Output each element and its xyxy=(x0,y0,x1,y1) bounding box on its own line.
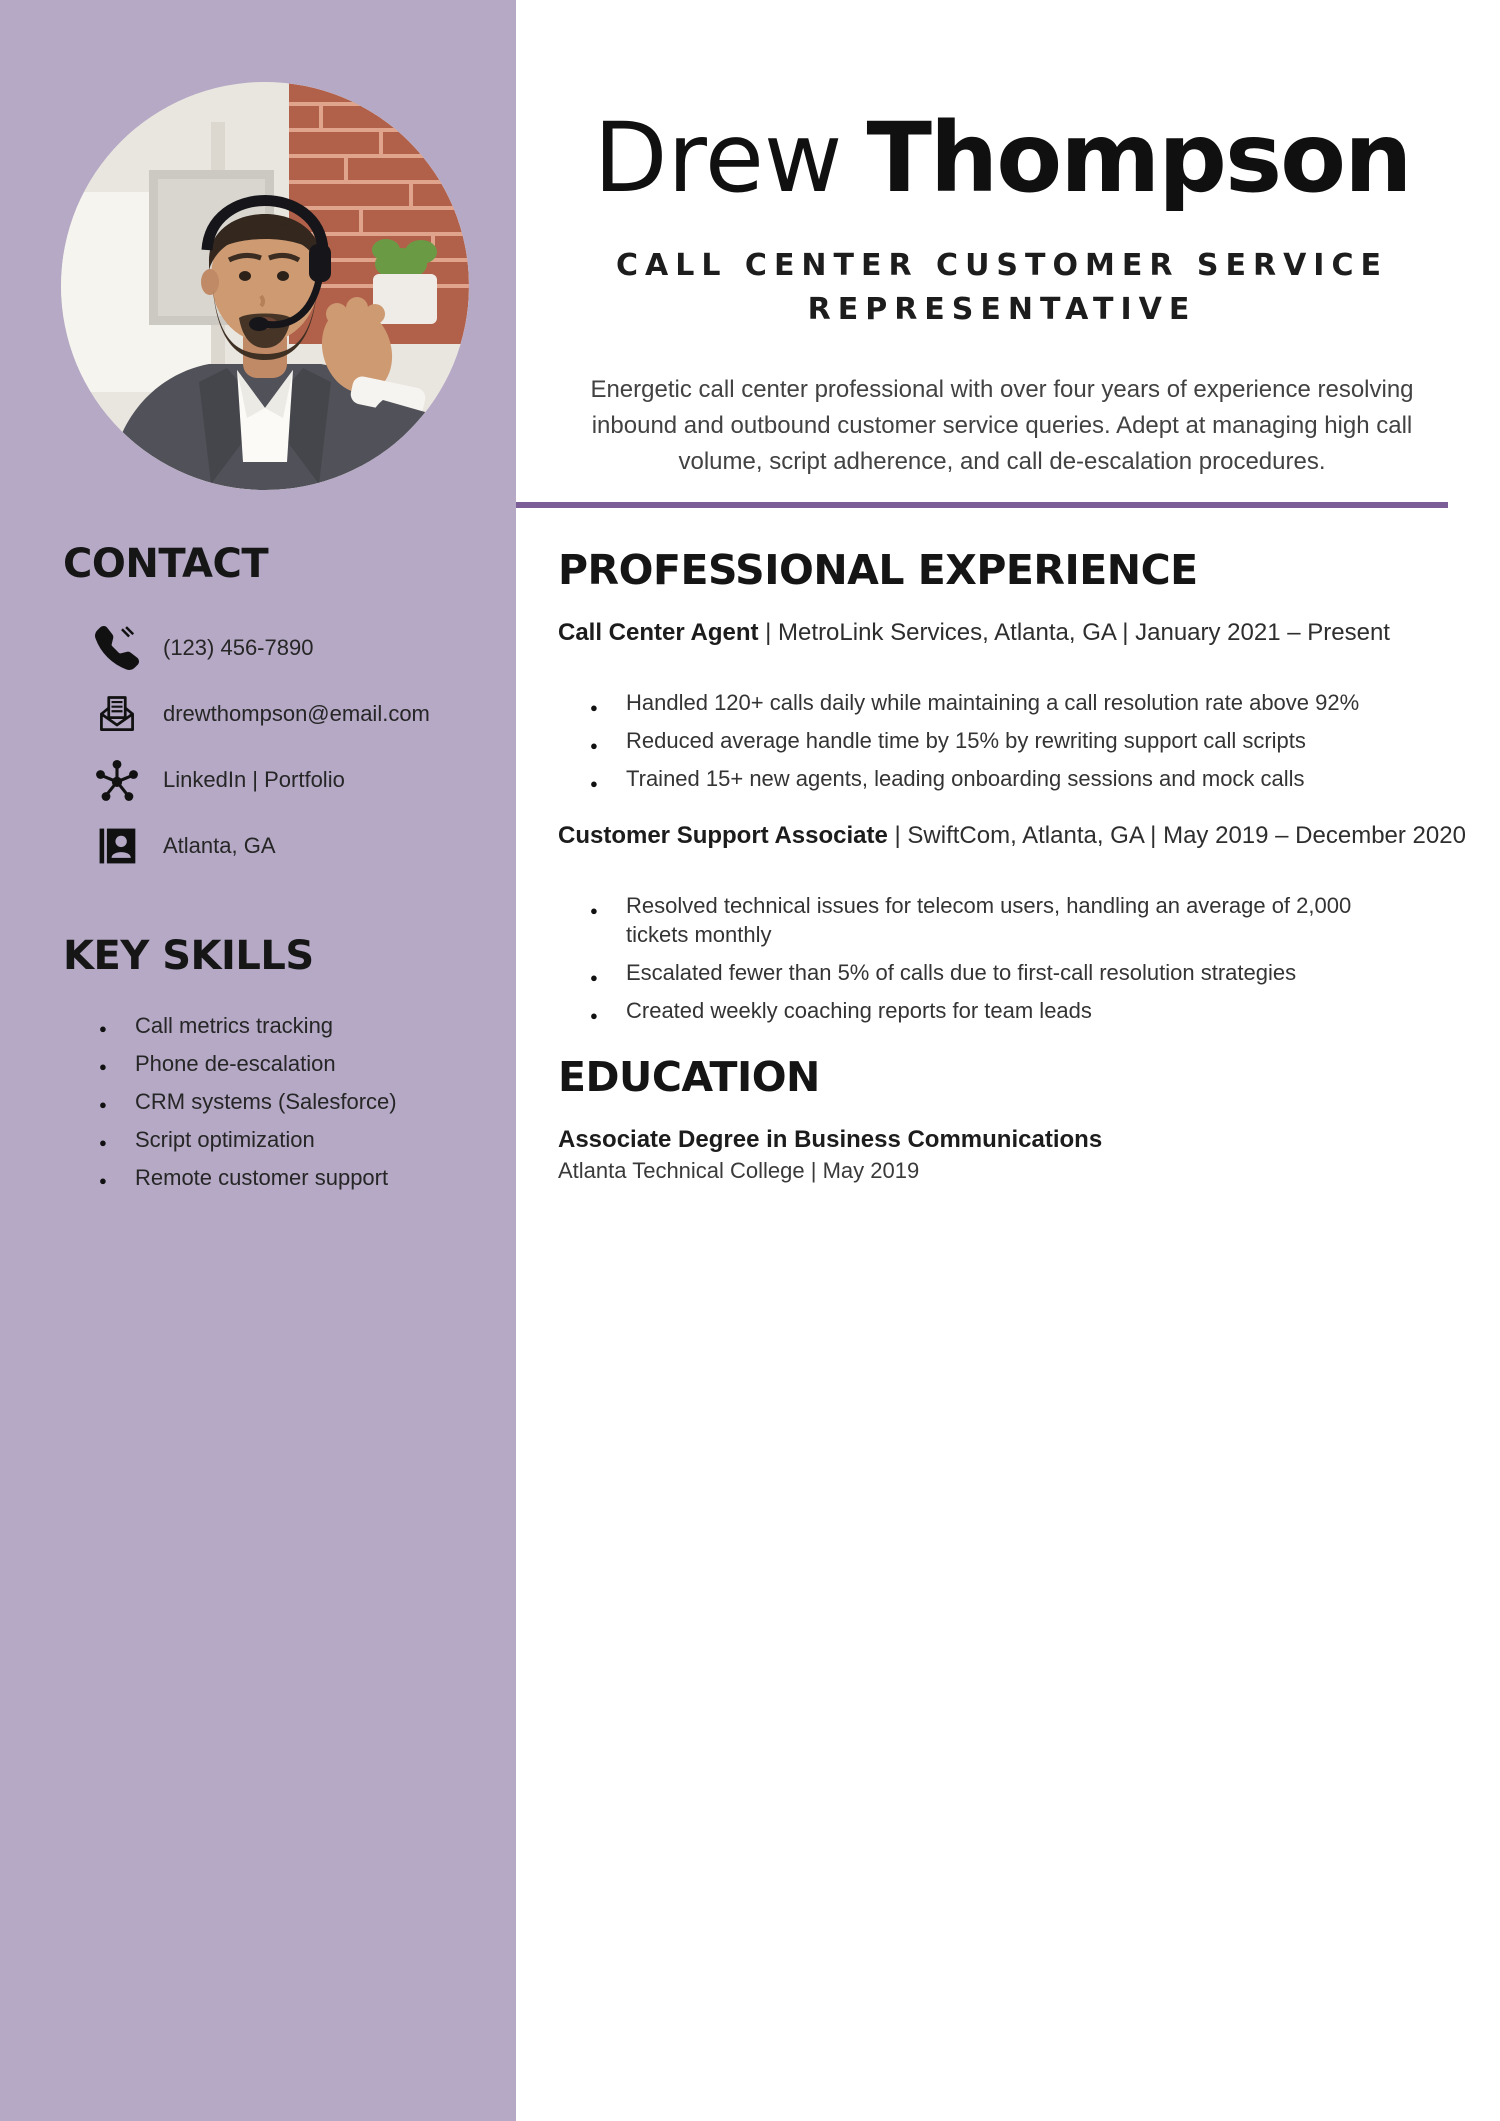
job-1-meta: | MetroLink Services, Atlanta, GA | January 2021 – Present xyxy=(765,619,1390,646)
email-icon xyxy=(95,692,139,736)
network-icon xyxy=(95,758,139,802)
profile-photo-illustration xyxy=(61,82,469,490)
job-2-meta: | SwiftCom, Atlanta, GA | May 2019 – December 2020 xyxy=(894,822,1466,849)
profile-photo xyxy=(61,82,469,490)
job-1-bullets xyxy=(558,688,1404,793)
experience-heading: PROFESSIONAL EXPERIENCE xyxy=(558,546,1198,594)
job-title-line2: REPRESENTATIVE xyxy=(807,292,1197,327)
phone-icon xyxy=(95,626,139,670)
contact-card-icon xyxy=(95,824,139,868)
education-degree: Associate Degree in Business Communications xyxy=(558,1126,1103,1153)
skill-item: ● Call metrics tracking xyxy=(63,1014,496,1037)
job-header-2 xyxy=(558,821,1466,851)
education-heading: EDUCATION xyxy=(558,1053,820,1101)
education-school: Atlanta Technical College | May 2019 xyxy=(558,1158,920,1183)
bullet-item: ● Trained 15+ new agents, leading onboarding sessions and mock calls xyxy=(558,764,1404,793)
job-2-bullets xyxy=(558,891,1404,1025)
contact-item-email xyxy=(63,690,496,738)
contact-email-text: drewthompson@email.com xyxy=(163,701,430,726)
professional-summary: Energetic call center professional with over four years of experience resolving inbound and outbound customer service queries. Adept at managing high call volume, script adherence, and call de-escalation procedures. xyxy=(590,376,1414,475)
bullet-item: ● Reduced average handle time by 15% by rewriting support call scripts xyxy=(558,726,1404,755)
section-divider xyxy=(516,502,1448,508)
key-skills-section xyxy=(63,932,496,1204)
bullet-item: ● Created weekly coaching reports for team leads xyxy=(558,996,1404,1025)
bullet-item: ● Escalated fewer than 5% of calls due to first-call resolution strategies xyxy=(558,958,1404,987)
job-header-1 xyxy=(558,618,1446,648)
job-1-title: Call Center Agent xyxy=(558,619,759,646)
skill-item: ● Phone de-escalation xyxy=(63,1052,496,1075)
contact-item-location xyxy=(63,822,496,870)
contact-rows xyxy=(63,624,496,870)
last-name: Thompson xyxy=(866,102,1411,214)
candidate-name xyxy=(558,102,1446,214)
skill-item: ● Remote customer support xyxy=(63,1166,496,1189)
bullet-item: ● Resolved technical issues for telecom users, handling an average of 2,000 tickets monthly xyxy=(558,891,1404,949)
contact-links-text: LinkedIn | Portfolio xyxy=(163,767,345,792)
job-2-title: Customer Support Associate xyxy=(558,822,888,849)
key-skills-heading: KEY SKILLS xyxy=(63,933,314,979)
skill-item: ● Script optimization xyxy=(63,1128,496,1151)
skill-item: ● CRM systems (Salesforce) xyxy=(63,1090,496,1113)
contact-heading: CONTACT xyxy=(63,541,269,587)
main-content xyxy=(516,0,1500,2121)
contact-item-phone xyxy=(63,624,496,672)
contact-section xyxy=(63,540,496,888)
contact-location-text: Atlanta, GA xyxy=(163,833,276,858)
job-title-line1: CALL CENTER CUSTOMER SERVICE xyxy=(616,248,1388,283)
contact-item-links xyxy=(63,756,496,804)
contact-phone-text: (123) 456-7890 xyxy=(163,635,314,660)
sidebar xyxy=(0,0,516,2121)
bullet-item: ● Handled 120+ calls daily while maintaining a call resolution rate above 92% xyxy=(558,688,1404,717)
job-title-header xyxy=(558,244,1446,332)
first-name: Drew xyxy=(593,102,843,214)
skill-list xyxy=(63,1014,496,1189)
